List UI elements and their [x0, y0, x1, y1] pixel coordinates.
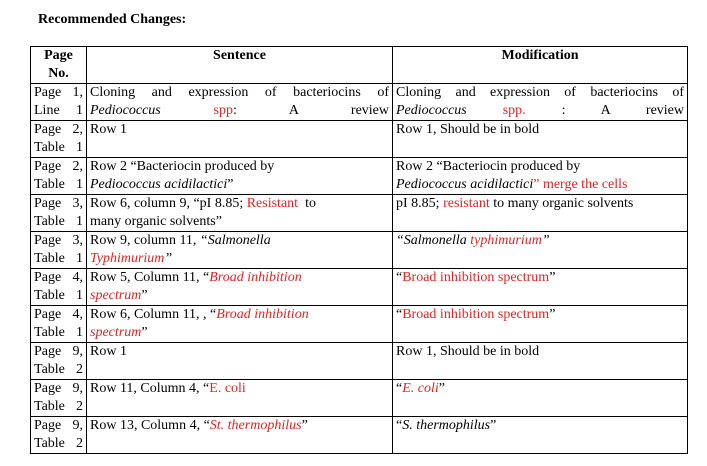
sentence-cell: Row 13, Column 4, “St. thermophilus” — [87, 417, 393, 454]
table-row — [31, 195, 688, 232]
modification-cell: Row 1, Should be in bold — [393, 343, 688, 380]
table-row — [31, 121, 688, 158]
modification-cell: “Salmonella typhimurium” — [393, 232, 688, 269]
sentence-cell: Row 11, Column 4, “E. coli — [87, 380, 393, 417]
page-cell: Page 3, Table 1 — [31, 232, 87, 269]
sentence-cell: Cloning and expression of bacteriocins of Pediococcus spp: A review — [87, 84, 393, 121]
page-cell: Page 4, Table 1 — [31, 306, 87, 343]
sentence-cell: Row 2 “Bacteriocin produced by Pediococcus acidilactici” — [87, 158, 393, 195]
table-row — [31, 84, 688, 121]
table-row — [31, 269, 688, 306]
page-cell: Page 3, Table 1 — [31, 195, 87, 232]
modification-cell: pI 8.85; resistant to many organic solvents — [393, 195, 688, 232]
modification-cell: “Broad inhibition spectrum” — [393, 269, 688, 306]
table-header-row — [31, 47, 688, 84]
modification-cell: “S. thermophilus” — [393, 417, 688, 454]
table-row — [31, 232, 688, 269]
page-cell: Page 2, Table 1 — [31, 121, 87, 158]
table-row — [31, 380, 688, 417]
column-header-modification: Modification — [393, 47, 688, 84]
modification-cell: Row 1, Should be in bold — [393, 121, 688, 158]
page-cell: Page 2, Table 1 — [31, 158, 87, 195]
modification-cell: Cloning and expression of bacteriocins of Pediococcus spp. : A review — [393, 84, 688, 121]
modification-cell: Row 2 “Bacteriocin produced by Pediococcus acidilactici” merge the cells — [393, 158, 688, 195]
table-row — [31, 158, 688, 195]
sentence-cell: Row 9, column 11, “Salmonella Typhimurium” — [87, 232, 393, 269]
sentence-cell: Row 5, Column 11, “Broad inhibition spectrum” — [87, 269, 393, 306]
modification-cell: “Broad inhibition spectrum” — [393, 306, 688, 343]
table-row — [31, 306, 688, 343]
recommended-changes-table — [30, 46, 688, 454]
page-cell: Page 9, Table 2 — [31, 343, 87, 380]
page-cell: Page 1, Line 1 — [31, 84, 87, 121]
column-header-sentence: Sentence — [87, 47, 393, 84]
page-cell: Page 9, Table 2 — [31, 380, 87, 417]
modification-cell: “E. coli” — [393, 380, 688, 417]
sentence-cell: Row 1 — [87, 121, 393, 158]
page-cell: Page 4, Table 1 — [31, 269, 87, 306]
table-row — [31, 417, 688, 454]
sentence-cell: Row 1 — [87, 343, 393, 380]
page-heading: Recommended Changes: — [38, 12, 187, 27]
column-header-page-no: Page No. — [31, 47, 87, 84]
sentence-cell: Row 6, Column 11, , “Broad inhibition spectrum” — [87, 306, 393, 343]
table-row — [31, 343, 688, 380]
page-cell: Page 9, Table 2 — [31, 417, 87, 454]
sentence-cell: Row 6, column 9, “pI 8.85; Resistant to many organic solvents” — [87, 195, 393, 232]
